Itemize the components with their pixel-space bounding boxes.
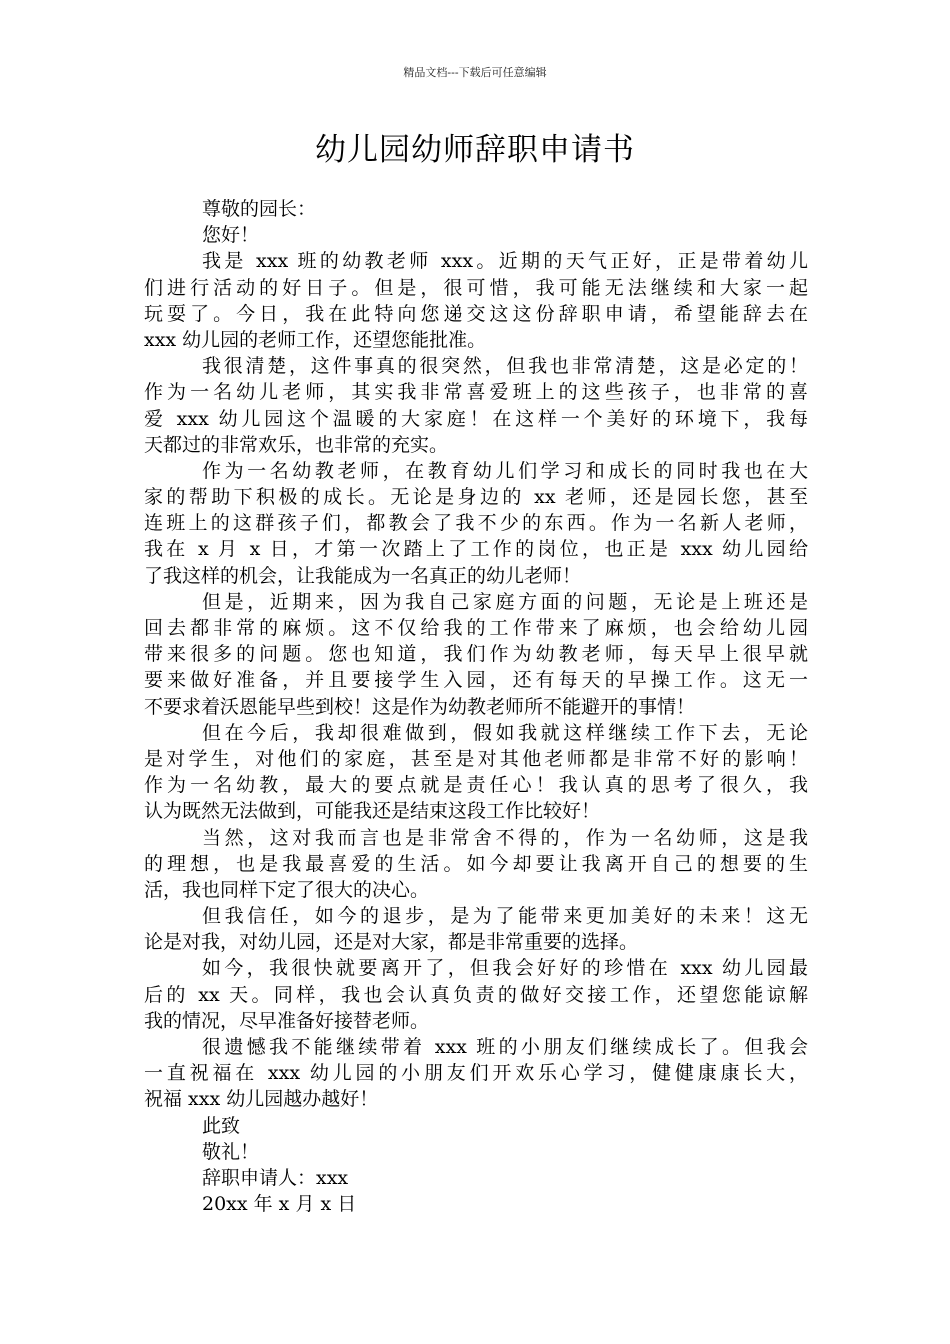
letter-line: 此致 <box>202 1114 241 1137</box>
letter-line: 玩耍了。今日，我在此特向您递交这这份辞职申请，希望能辞去在 <box>144 302 808 325</box>
letter-line: 的理想，也是我最喜爱的生活。如今却要让我离开自己的想要的生 <box>144 852 808 875</box>
letter-line: 我是 xxx 班的幼教老师 xxx。近期的天气正好，正是带着幼儿 <box>202 250 808 273</box>
letter-line: 活，我也同样下定了很大的决心。 <box>144 878 430 901</box>
letter-line: 论是对我，对幼儿园，还是对大家，都是非常重要的选择。 <box>144 931 639 954</box>
document-title: 幼儿园幼师辞职申请书 <box>315 132 635 168</box>
letter-line: xxx 幼儿园的老师工作，还望您能批准。 <box>144 328 487 351</box>
letter-line: 祝福 xxx 幼儿园越办越好！ <box>144 1088 379 1111</box>
letter-line: 但是，近期来，因为我自己家庭方面的问题，无论是上班还是 <box>202 590 808 613</box>
letter-line: 作为一名幼教，最大的要点就是责任心！我认真的思考了很久，我 <box>144 774 808 797</box>
letter-line: 但在今后，我却很难做到，假如我就这样继续工作下去，无论 <box>202 721 808 744</box>
letter-line: 20xx 年 x 月 x 日 <box>202 1193 357 1216</box>
letter-line: 回去都非常的麻烦。这不仅给我的工作带来了麻烦，也会给幼儿园 <box>144 617 808 639</box>
letter-line: 但我信任，如今的退步，是为了能带来更加美好的未来！这无 <box>202 905 808 928</box>
letter-line: 认为既然无法做到，可能我还是结束这段工作比较好！ <box>144 800 601 823</box>
letter-line: 后的 xx 天。同样，我也会认真负责的做好交接工作，还望您能谅解 <box>144 983 808 1006</box>
letter-line: 尊敬的园长： <box>202 198 317 220</box>
letter-line: 家的帮助下积极的成长。无论是身边的 xx 老师，还是园长您，甚至 <box>144 486 808 509</box>
letter-line: 我在 x 月 x 日，才第一次踏上了工作的岗位，也正是 xxx 幼儿园给 <box>144 538 808 561</box>
letter-line: 一直祝福在 xxx 幼儿园的小朋友们开欢乐心学习，健健康康长大， <box>144 1062 808 1085</box>
letter-line: 连班上的这群孩子们，都教会了我不少的东西。作为一名新人老师， <box>144 512 808 535</box>
letter-line: 敬礼！ <box>202 1140 260 1163</box>
letter-line: 作为一名幼儿老师，其实我非常喜爱班上的这些孩子，也非常的喜 <box>144 381 808 404</box>
header-note: 精品文档---下载后可任意编辑 <box>403 66 547 79</box>
letter-line: 带来很多的问题。您也知道，我们作为幼教老师，每天早上很早就 <box>144 643 808 666</box>
letter-line: 爱 xxx 幼儿园这个温暖的大家庭！在这样一个美好的环境下，我每 <box>144 407 808 430</box>
letter-line: 们进行活动的好日子。但是，很可惜，我可能无法继续和大家一起 <box>144 276 808 299</box>
letter-line: 当然，这对我而言也是非常舍不得的，作为一名幼师，这是我 <box>202 826 808 849</box>
letter-line: 如今，我很快就要离开了，但我会好好的珍惜在 xxx 幼儿园最 <box>202 957 808 980</box>
letter-line: 作为一名幼教老师，在教育幼儿们学习和成长的同时我也在大 <box>202 459 808 482</box>
letter-body <box>144 196 808 1217</box>
letter-line: 您好！ <box>202 224 260 247</box>
letter-line: 不要求着沃恩能早些到校！这是作为幼教老师所不能避开的事情！ <box>144 695 696 718</box>
letter-line: 要来做好准备，并且要接学生入园，还有每天的早操工作。这无一 <box>144 669 808 692</box>
letter-line: 是对学生，对他们的家庭，甚至是对其他老师都是非常不好的影响！ <box>144 747 808 770</box>
letter-line: 天都过的非常欢乐，也非常的充实。 <box>144 433 449 456</box>
letter-line: 辞职申请人：xxx <box>202 1166 349 1189</box>
letter-line: 我很清楚，这件事真的很突然，但我也非常清楚，这是必定的！ <box>202 355 808 378</box>
letter-line: 很遗憾我不能继续带着 xxx 班的小朋友们继续成长了。但我会 <box>202 1036 808 1058</box>
letter-line: 了我这样的机会，让我能成为一名真正的幼儿老师！ <box>144 564 582 587</box>
letter-line: 我的情况，尽早准备好接替老师。 <box>144 1009 430 1032</box>
